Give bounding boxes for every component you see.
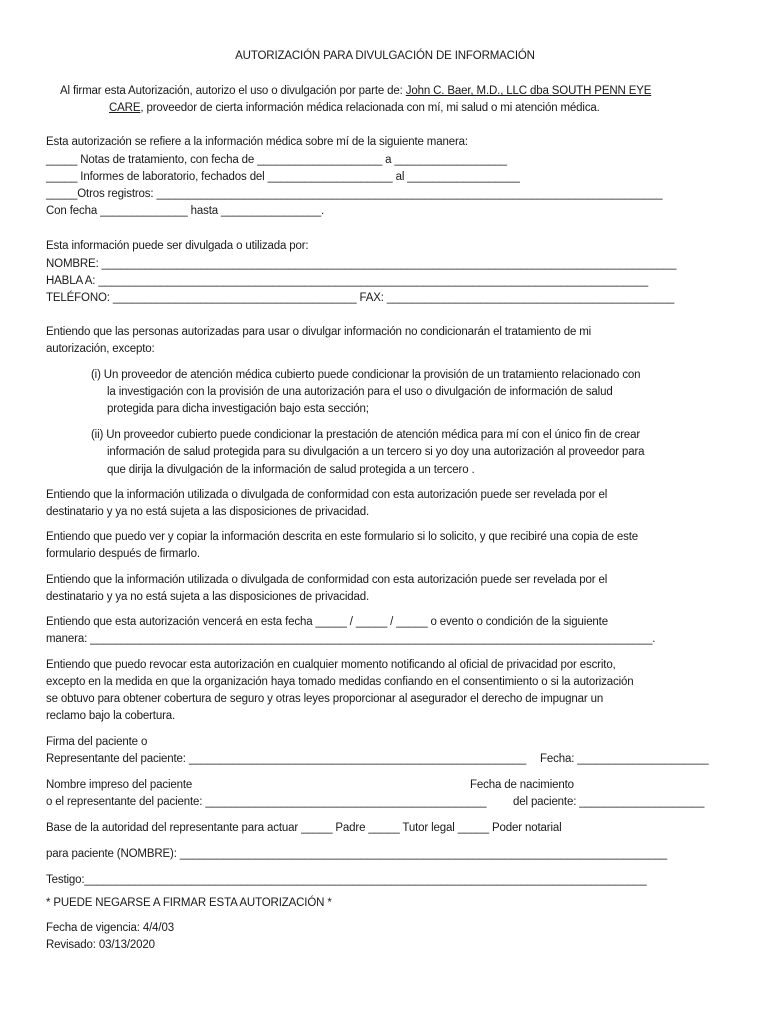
redisclosure-paragraph-cont: destinatario y ya no está sujeta a las disposiciones de privacidad. [46, 506, 370, 518]
patient-name-field[interactable]: para paciente (NOMBRE): ______________________________________________________________________________ [46, 848, 667, 860]
recipient-name-field[interactable]: NOMBRE: ____________________________________________________________________________________________ [46, 258, 677, 270]
intro-line-2 [109, 101, 600, 115]
effective-date: Fecha de vigencia: 4/4/03 [46, 922, 174, 934]
scope-heading: Esta autorización se refiere a la información médica sobre mí de la siguiente manera: [46, 136, 468, 148]
may-refuse-note: * PUEDE NEGARSE A FIRMAR ESTA AUTORIZACIÓN * [46, 897, 332, 909]
printed-name-field[interactable]: o el representante del paciente: _____________________________________________ [46, 796, 487, 808]
provider-name-cont: CARE [109, 102, 141, 114]
condition-item-ii-cont: información de salud protegida para su divulgación a un tercero si yo doy una autorización al proveedor para [107, 446, 645, 458]
copy-paragraph-cont: formulario después de firmarlo. [46, 548, 200, 560]
phone-fax-field[interactable]: TELÉFONO: _______________________________________ FAX: ______________________________________________ [46, 292, 675, 304]
other-records-field[interactable]: _____Otros registros: _________________________________________________________________________________ [46, 188, 663, 200]
condition-item-i-cont: protegida para dicha investigación bajo esta sección; [107, 403, 369, 415]
witness-field[interactable]: Testigo:__________________________________________________________________________________________ [46, 874, 647, 886]
speak-to-field[interactable]: HABLA A: ________________________________________________________________________________________ [46, 275, 648, 287]
expiration-manner-field[interactable]: manera: __________________________________________________________________________________________. [46, 633, 656, 645]
conditions-intro-cont: autorización, excepto: [46, 343, 155, 355]
authority-field[interactable]: Base de la autoridad del representante para actuar _____ Padre _____ Tutor legal _____ Poder notarial [46, 822, 562, 834]
dob-label: Fecha de nacimiento [470, 779, 574, 791]
condition-item-i-cont: la investigación con la provisión de una autorización para el uso o divulgación de información de salud [107, 386, 613, 398]
revoke-paragraph: Entiendo que puedo revocar esta autorización en cualquier momento notificando al oficial de privacidad por escrito, [46, 659, 616, 671]
expiration-field[interactable]: Entiendo que esta autorización vencerá en esta fecha _____ / _____ / _____ o evento o condición de la siguiente [46, 616, 608, 628]
redisclosure-paragraph: Entiendo que la información utilizada o divulgada de conformidad con esta autorización puede ser revelada por el [46, 489, 608, 501]
redisclosure-paragraph-2-cont: destinatario y ya no está sujeta a las disposiciones de privacidad. [46, 591, 370, 603]
intro-text-cont: , proveedor de cierta información médica relacionada con mí, mi salud o mi atención médica. [140, 102, 600, 114]
form-title: AUTORIZACIÓN PARA DIVULGACIÓN DE INFORMACIÓN [235, 50, 535, 62]
revoke-paragraph-cont: se obtuvo para obtener cobertura de seguro y otras leyes proporcionar al asegurador el derecho de impugnar un [46, 693, 604, 705]
printed-name-label: Nombre impreso del paciente [46, 779, 193, 791]
dob-field[interactable]: del paciente: ____________________ [513, 796, 705, 808]
provider-name: John C. Baer, M.D., LLC dba SOUTH PENN EYE [405, 85, 652, 97]
condition-item-i: (i) Un proveedor de atención médica cubierto puede condicionar la provisión de un tratamiento relacionado con [91, 369, 641, 381]
intro-text: Al firmar esta Autorización, autorizo el uso o divulgación por parte de: [60, 85, 406, 97]
copy-paragraph: Entiendo que puedo ver y copiar la información descrita en este formulario si lo solicito, y que recibiré una copia de este [46, 531, 639, 543]
revoke-paragraph-cont: excepto en la medida en que la organización haya tomado medidas confiando en el consentimiento o si la autorización [46, 676, 634, 688]
redisclosure-paragraph-2: Entiendo que la información utilizada o divulgada de conformidad con esta autorización puede ser revelada por el [46, 574, 608, 586]
treatment-notes-field[interactable]: _____ Notas de tratamiento, con fecha de ____________________ a __________________ [46, 154, 507, 166]
conditions-intro: Entiendo que las personas autorizadas para usar o divulgar información no condicionarán el tratamiento de mi [46, 326, 592, 338]
date-range-field[interactable]: Con fecha ______________ hasta ________________. [46, 205, 325, 217]
condition-item-ii: (ii) Un proveedor cubierto puede condicionar la prestación de atención médica para mí con el único fin de crear [91, 429, 641, 441]
signature-date-field[interactable]: Fecha: _____________________ [540, 753, 709, 765]
representative-signature-field[interactable]: Representante del paciente: ______________________________________________________ [46, 753, 527, 765]
condition-item-ii-cont: que dirija la divulgación de la información de salud protegida a un tercero . [107, 464, 475, 476]
revoke-paragraph-cont: reclamo bajo la cobertura. [46, 710, 176, 722]
signature-label: Firma del paciente o [46, 736, 148, 748]
intro-line-1 [60, 84, 651, 98]
revised-date: Revisado: 03/13/2020 [46, 939, 155, 951]
lab-reports-field[interactable]: _____ Informes de laboratorio, fechados del ____________________ al __________________ [46, 171, 520, 183]
disclosure-heading: Esta información puede ser divulgada o utilizada por: [46, 240, 309, 252]
